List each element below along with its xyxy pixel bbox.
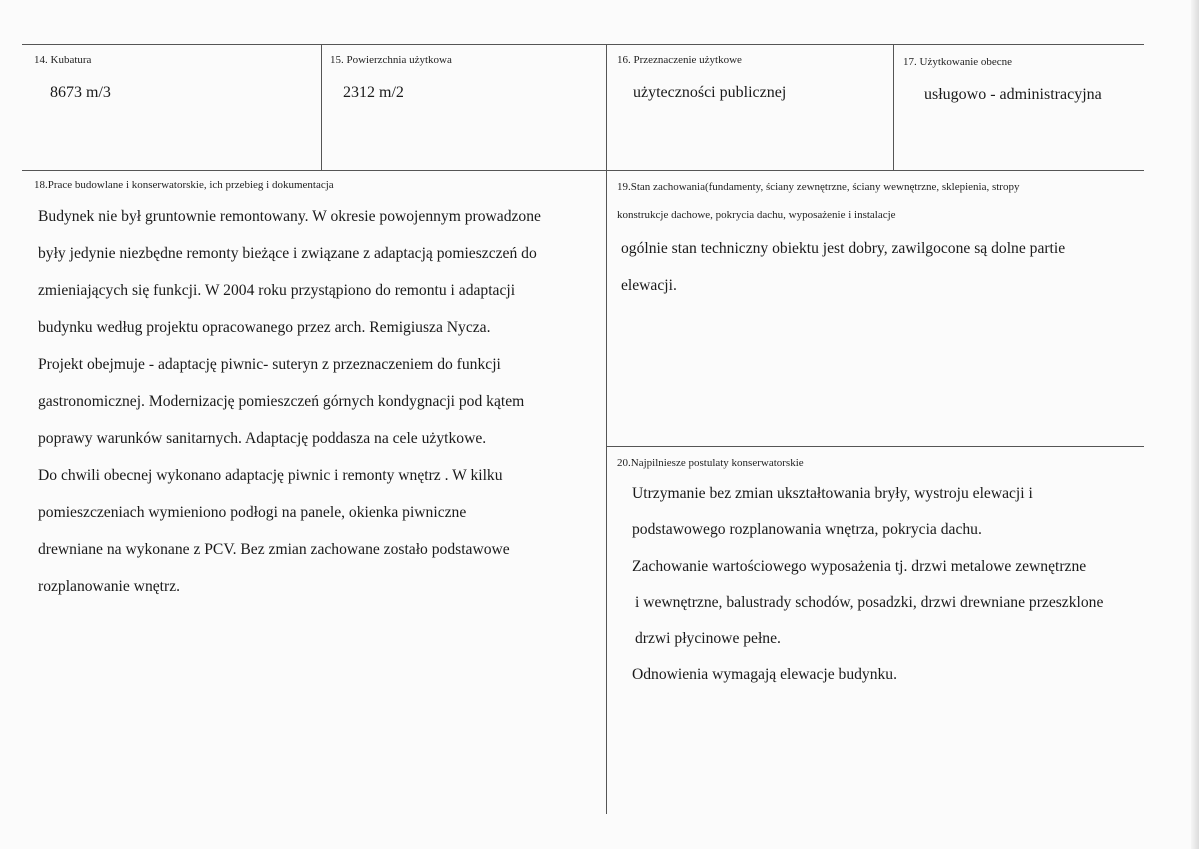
stan-label-line-1: 19.Stan zachowania(fundamenty, ściany zewnętrzne, ściany wewnętrzne, sklepienia, stropy: [617, 181, 1020, 193]
uzytkowanie-label: 17. Użytkowanie obecne: [903, 56, 1013, 68]
prace-line: rozplanowanie wnętrz.: [38, 578, 181, 595]
przeznaczenie-value: użyteczności publicznej: [633, 84, 787, 101]
stan-line: ogólnie stan techniczny obiektu jest dobry, zawilgocone są dolne partie: [621, 240, 1066, 257]
col-divider-1: [321, 44, 322, 171]
postulaty-line: drzwi płycinowe pełne.: [635, 630, 781, 647]
prace-line: pomieszczeniach wymieniono podłogi na panele, okienka piwniczne: [38, 504, 467, 521]
prace-line: zmieniających się funkcji. W 2004 roku przystąpiono do remontu i adaptacji: [38, 282, 516, 299]
col-divider-3: [893, 44, 894, 171]
right-divider: [607, 446, 1144, 447]
prace-line: Budynek nie był gruntownie remontowany. W okresie powojennym prowadzone: [38, 208, 541, 225]
stan-label-line-2: konstrukcje dachowe, pokrycia dachu, wyposażenie i instalacje: [617, 209, 896, 221]
prace-line: Do chwili obecnej wykonano adaptację piwnic i remonty wnętrz . W kilku: [38, 467, 503, 484]
top-border: [22, 44, 1144, 45]
uzytkowanie-value: usługowo - administracyjna: [924, 86, 1102, 103]
prace-line: Projekt obejmuje - adaptację piwnic- suteryn z przeznaczeniem do funkcji: [38, 356, 501, 373]
kubatura-value: 8673 m/3: [50, 84, 111, 101]
prace-line: budynku według projektu opracowanego przez arch. Remigiusza Nycza.: [38, 319, 491, 336]
row-divider: [22, 170, 1144, 171]
prace-line: gastronomicznej. Modernizację pomieszczeń górnych kondygnacji pod kątem: [38, 393, 525, 410]
page-edge-shadow: [1191, 0, 1199, 849]
powierzchnia-label: 15. Powierzchnia użytkowa: [330, 54, 452, 66]
postulaty-label: 20.Najpilniesze postulaty konserwatorskie: [617, 457, 804, 469]
kubatura-label: 14. Kubatura: [34, 54, 92, 66]
stan-line: elewacji.: [621, 277, 677, 294]
postulaty-line: podstawowego rozplanowania wnętrza, pokrycia dachu.: [632, 521, 982, 538]
postulaty-line: Utrzymanie bez zmian ukształtowania bryły, wystroju elewacji i: [632, 485, 1033, 502]
prace-line: drewniane na wykonane z PCV. Bez zmian zachowane zostało podstawowe: [38, 541, 510, 558]
przeznaczenie-label: 16. Przeznaczenie użytkowe: [617, 54, 742, 66]
col-divider-2: [606, 44, 607, 814]
prace-line: były jedynie niezbędne remonty bieżące i związane z adaptacją pomieszczeń do: [38, 245, 537, 262]
postulaty-line: Odnowienia wymagają elewacje budynku.: [632, 666, 898, 683]
prace-line: poprawy warunków sanitarnych. Adaptację poddasza na cele użytkowe.: [38, 430, 487, 447]
prace-label: 18.Prace budowlane i konserwatorskie, ich przebieg i dokumentacja: [34, 179, 334, 191]
powierzchnia-value: 2312 m/2: [343, 84, 404, 101]
postulaty-line: i wewnętrzne, balustrady schodów, posadzki, drzwi drewniane przeszklone: [635, 594, 1104, 611]
postulaty-line: Zachowanie wartościowego wyposażenia tj. drzwi metalowe zewnętrzne: [632, 558, 1087, 575]
